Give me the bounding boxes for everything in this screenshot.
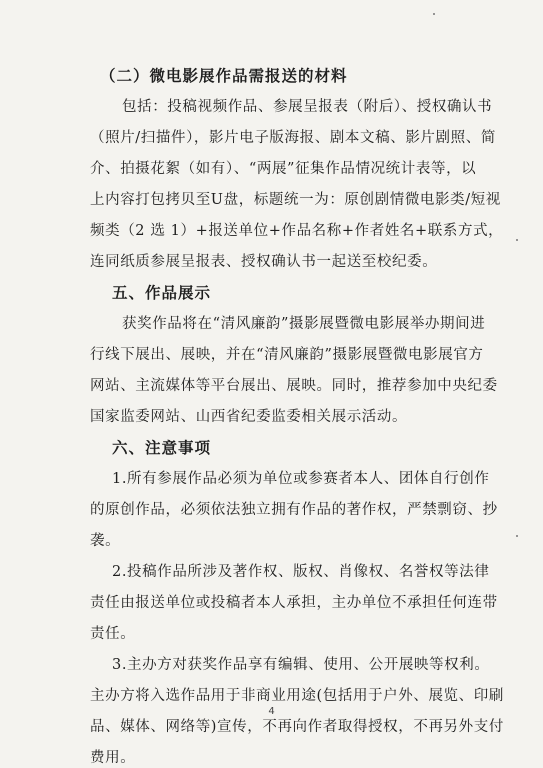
paragraph-line: 频类（2 选 1）+报送单位+作品名称+作者姓名+联系方式， [90, 223, 504, 239]
note-item-line: 责任。 [90, 626, 136, 642]
paragraph-line: 包括：投稿视频作品、参展呈报表（附后）、授权确认书 [122, 99, 493, 115]
paragraph-line: 连同纸质参展呈报表、授权确认书一起送至校纪委。 [90, 254, 438, 270]
paragraph-line: 行线下展出、展映，并在“清风廉韵”摄影展暨微电影展官方 [90, 347, 484, 363]
scan-speck [516, 239, 518, 241]
paragraph-line: （照片/扫描件），影片电子版海报、剧本文稿、影片剧照、简 [90, 130, 496, 146]
paragraph-line: 获奖作品将在“清风廉韵”摄影展暨微电影展举办期间进 [122, 316, 486, 332]
scan-speck [433, 13, 435, 15]
scan-speck [516, 535, 518, 537]
note-item-line: 的原创作品，必须依法独立拥有作品的著作权，严禁剽窃、抄 [90, 502, 498, 518]
paragraph-line: 介、拍摄花絮（如有）、“两展”征集作品情况统计表等，以 [90, 161, 477, 177]
note-item-line: 责任由报送单位或投稿者本人承担，主办单位不承担任何连带 [90, 595, 498, 611]
paragraph-line: 上内容打包拷贝至U盘，标题统一为：原创剧情微电影类/短视 [90, 192, 501, 208]
note-item-line: 费用。 [90, 750, 136, 766]
note-item-line: 3.主办方对获奖作品享有编辑、使用、公开展映等权利。 [112, 657, 490, 673]
section-heading-exhibition: 五、作品展示 [112, 283, 212, 302]
note-item-line: 2.投稿作品所涉及著作权、版权、肖像权、名誉权等法律 [112, 564, 490, 580]
note-item-line: 品、媒体、网络等)宣传，不再向作者取得授权，不再另外支付 [90, 719, 504, 735]
note-item-line: 1.所有参展作品必须为单位或参赛者本人、团体自行创作 [112, 471, 490, 487]
note-item-line: 主办方将入选作品用于非商业用途(包括用于户外、展览、印刷 [90, 688, 504, 704]
section-heading-materials: （二）微电影展作品需报送的材料 [100, 66, 348, 85]
paragraph-line: 国家监委网站、山西省纪委监委相关展示活动。 [90, 409, 408, 425]
page-number: 4 [268, 706, 275, 717]
section-heading-notes: 六、注意事项 [112, 438, 212, 457]
note-item-line: 袭。 [90, 533, 121, 549]
paragraph-line: 网站、主流媒体等平台展出、展映。同时，推荐参加中央纪委 [90, 378, 498, 394]
